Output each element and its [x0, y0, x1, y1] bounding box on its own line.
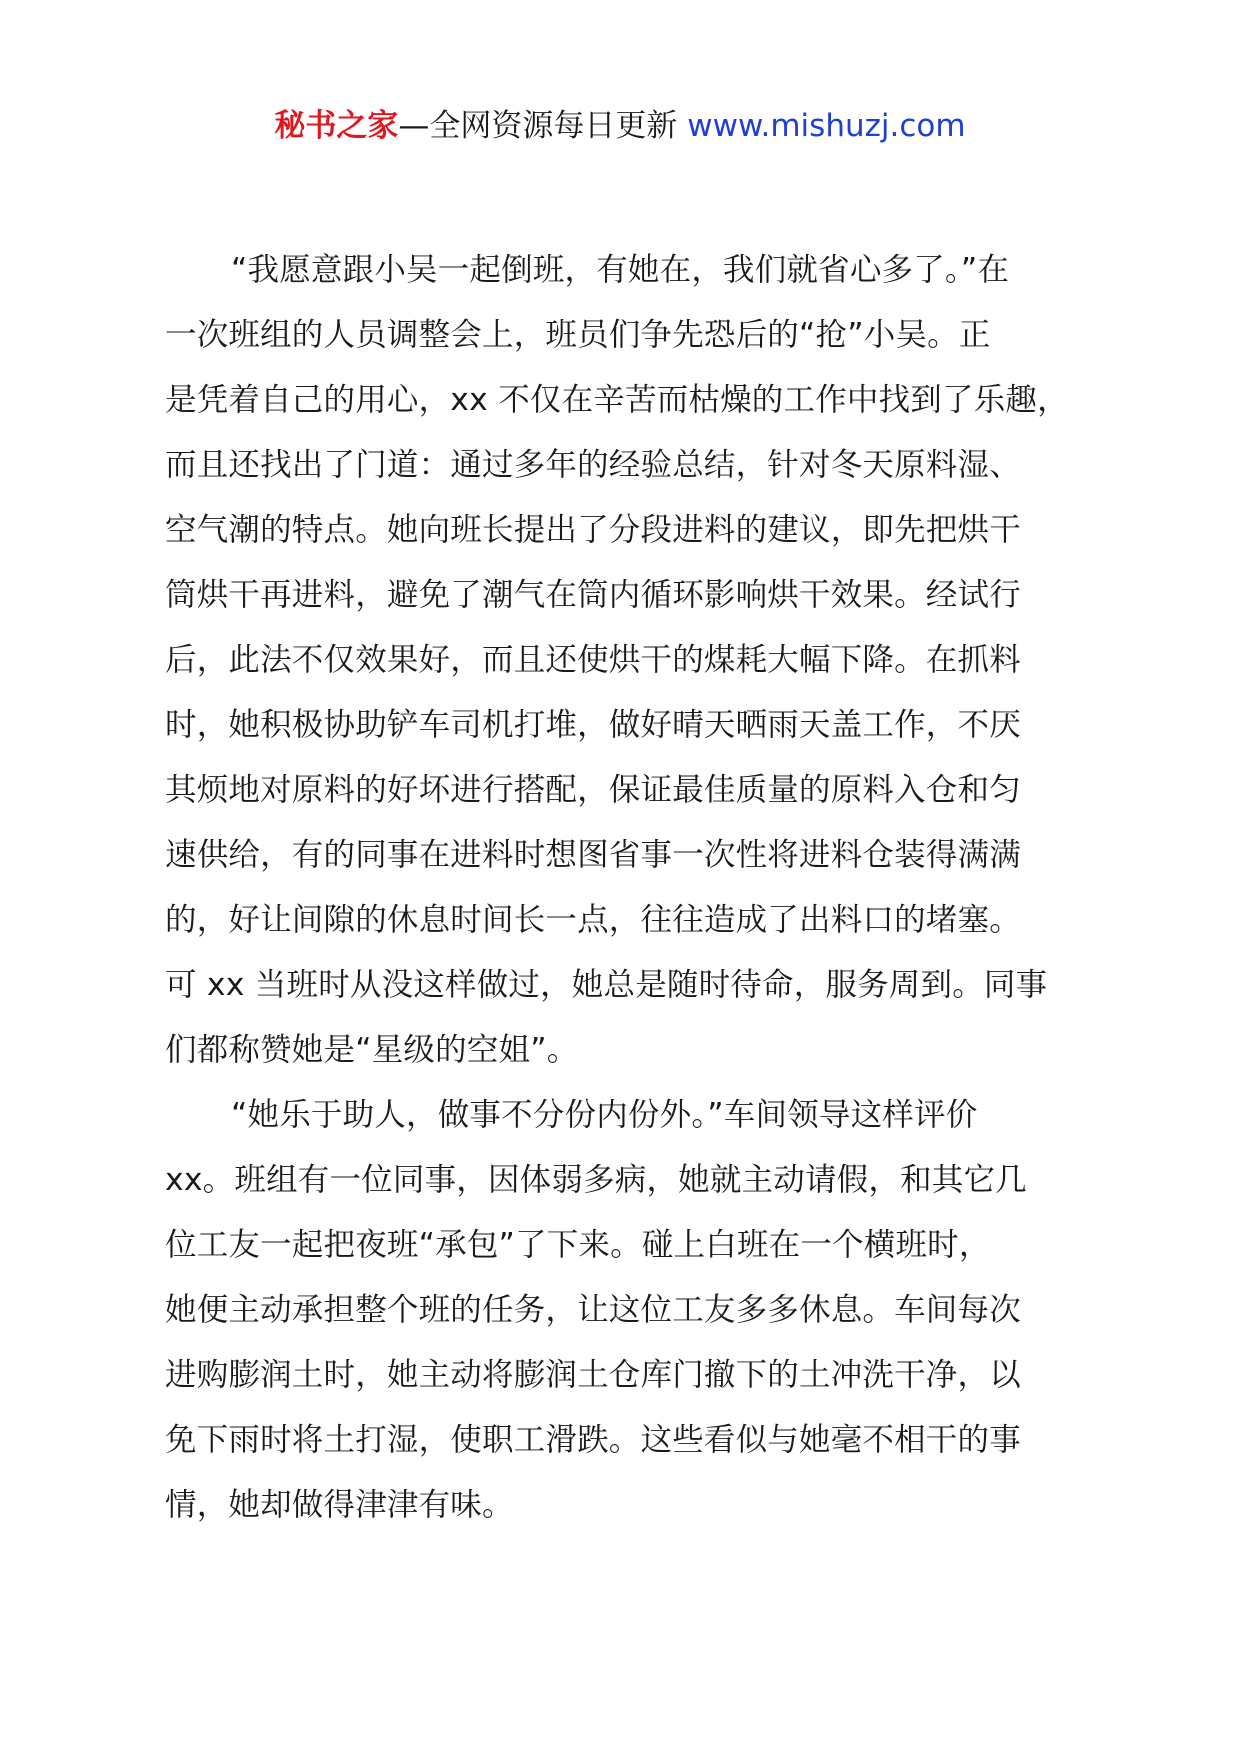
paragraph-line: 空气潮的特点。她向班长提出了分段进料的建议，即先把烘干 — [165, 512, 1021, 548]
paragraph-1 — [165, 238, 1095, 1083]
paragraph-line: 情，她却做得津津有味。 — [165, 1487, 514, 1523]
header-url-link[interactable]: www.mishuzj.com — [687, 108, 966, 144]
paragraph-line: 筒烘干再进料，避免了潮气在筒内循环影响烘干效果。经试行 — [165, 577, 1021, 613]
paragraph-line: 时，她积极协助铲车司机打堆，做好晴天晒雨天盖工作，不厌 — [165, 707, 1021, 743]
paragraph-line: 后，此法不仅效果好，而且还使烘干的煤耗大幅下降。在抓料 — [165, 642, 1021, 678]
paragraph-line: 她便主动承担整个班的任务，让这位工友多多休息。车间每次 — [165, 1292, 1021, 1328]
paragraph-line: 而且还找出了门道：通过多年的经验总结，针对冬天原料湿、 — [165, 447, 1021, 483]
paragraph-line: 其烦地对原料的好坏进行搭配，保证最佳质量的原料入仓和匀 — [165, 772, 1021, 808]
document-body — [165, 238, 1095, 1538]
header-brand: 秘书之家 — [274, 108, 399, 144]
page-header — [0, 98, 1240, 154]
paragraph-line: 一次班组的人员调整会上，班员们争先恐后的“抢”小吴。正 — [165, 317, 991, 353]
paragraph-line: 们都称赞她是“星级的空姐”。 — [165, 1032, 579, 1068]
paragraph-line: 位工友一起把夜班“承包”了下来。碰上白班在一个横班时， — [165, 1227, 991, 1263]
paragraph-line: “她乐于助人，做事不分份内份外。”车间领导这样评价 — [231, 1097, 978, 1133]
paragraph-line: 免下雨时将土打湿，使职工滑跌。这些看似与她毫不相干的事 — [165, 1422, 1021, 1458]
paragraph-line: 可 xx 当班时从没这样做过，她总是随时待命，服务周到。同事 — [165, 967, 1048, 1003]
header-tagline: —全网资源每日更新 — [398, 108, 688, 144]
paragraph-line: xx。班组有一位同事，因体弱多病，她就主动请假，和其它几 — [165, 1162, 1027, 1198]
paragraph-line: “我愿意跟小吴一起倒班，有她在，我们就省心多了。”在 — [231, 252, 1010, 288]
paragraph-line: 的，好让间隙的休息时间长一点，往往造成了出料口的堵塞。 — [165, 902, 1021, 938]
paragraph-line: 速供给，有的同事在进料时想图省事一次性将进料仓装得满满 — [165, 837, 1021, 873]
paragraph-2 — [165, 1083, 1095, 1538]
paragraph-line: 进购膨润土时，她主动将膨润土仓库门撤下的土冲洗干净，以 — [165, 1357, 1021, 1393]
paragraph-line: 是凭着自己的用心，xx 不仅在辛苦而枯燥的工作中找到了乐趣， — [165, 382, 1069, 418]
